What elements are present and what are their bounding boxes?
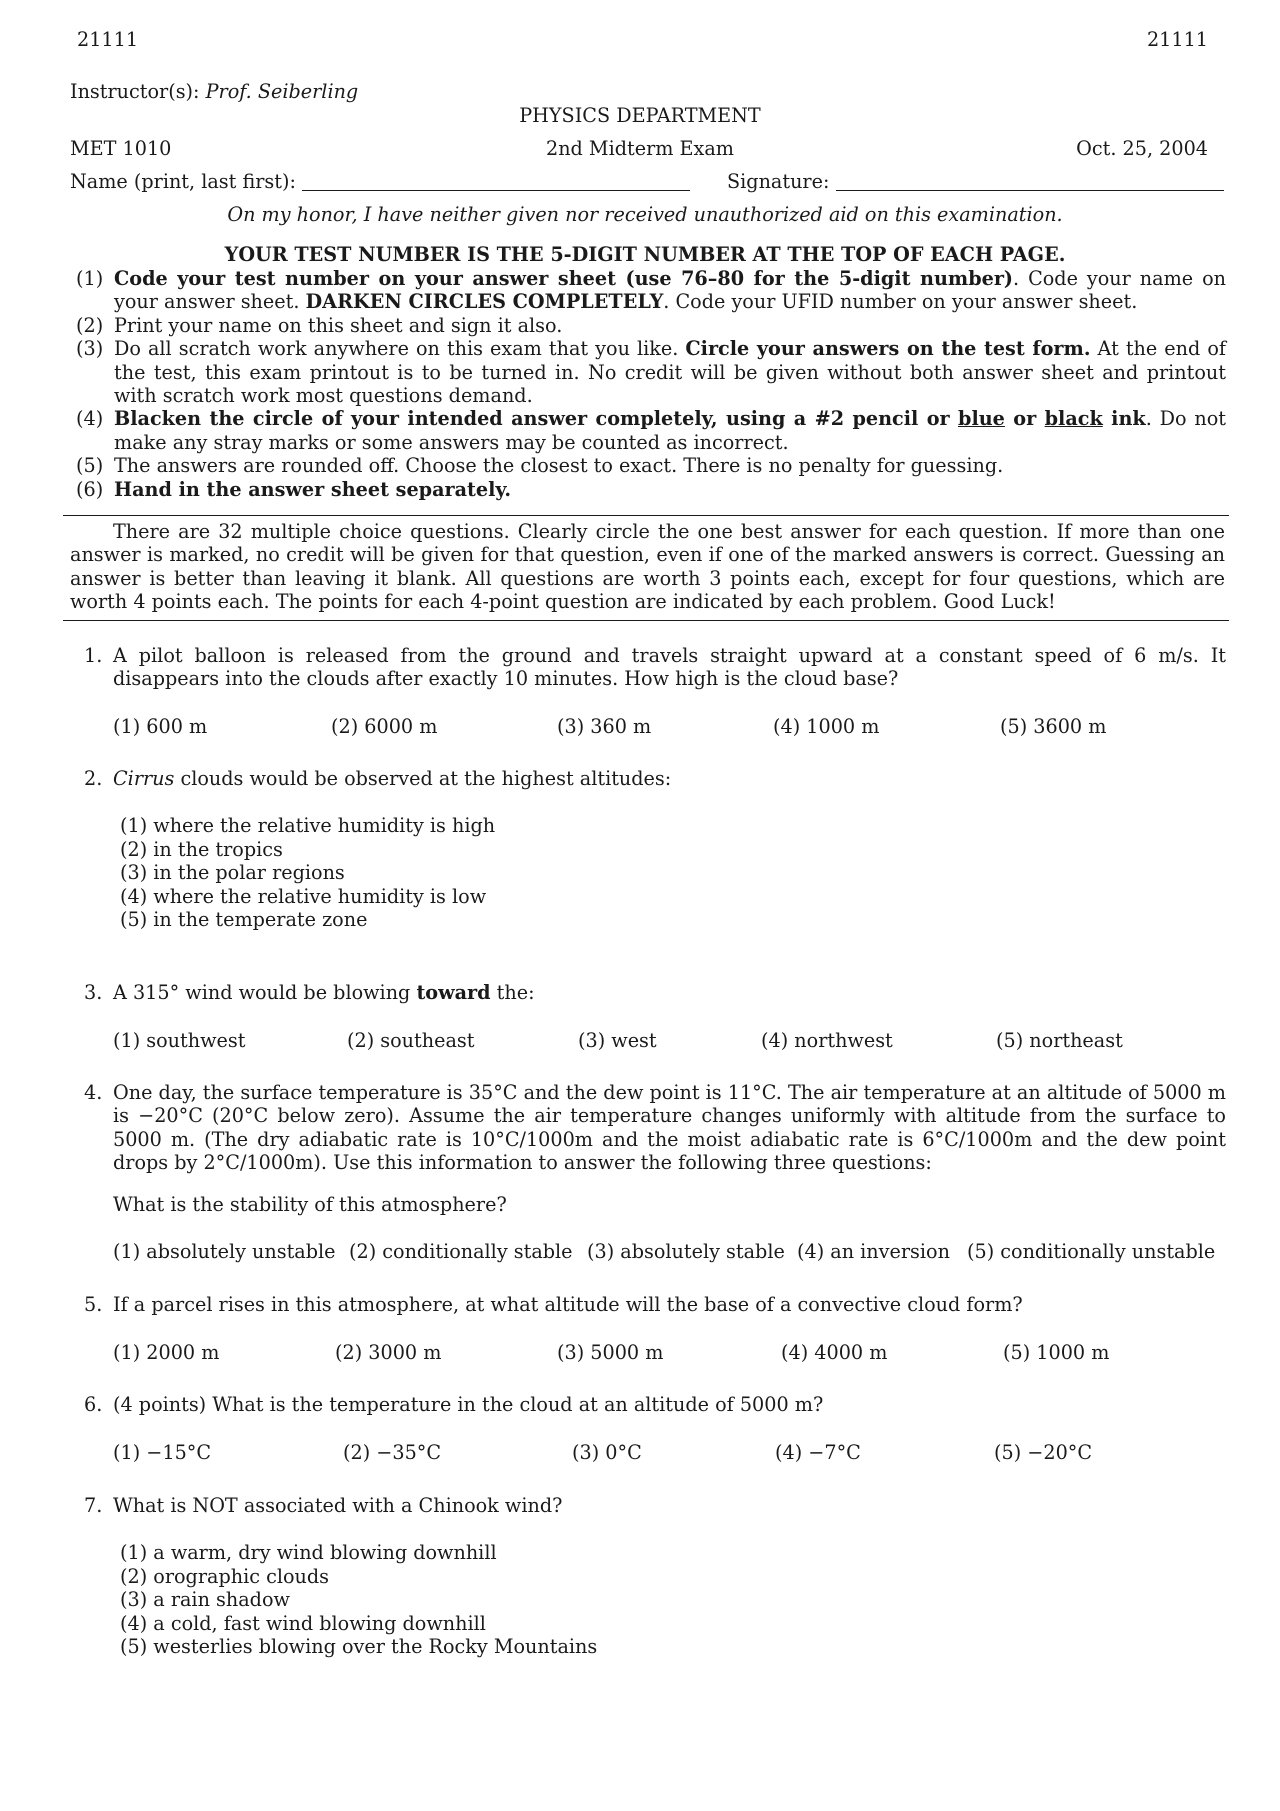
answer-option[interactable]: (1) a warm, dry wind blowing downhill [120, 1541, 497, 1564]
question-number: 1. [84, 644, 103, 667]
question-1 [84, 644, 1226, 691]
answer-option[interactable]: (2) orographic clouds [120, 1564, 329, 1588]
question-text: A 315° wind would be blowing toward the: [113, 981, 535, 1004]
question-number: 2. [84, 767, 103, 790]
question-4 [84, 1081, 1226, 1175]
answer-option[interactable]: (4) a cold, fast wind blowing downhill [120, 1611, 486, 1635]
answer-option[interactable]: (2) 6000 m [331, 715, 438, 738]
exam-title: 2nd Midterm Exam [545, 137, 734, 160]
answer-option[interactable]: (5) 1000 m [1003, 1341, 1110, 1364]
instruction-item: (5) The answers are rounded off. Choose the closest to exact. There is no penalty for guessing. [76, 454, 1004, 478]
question-text: If a parcel rises in this atmosphere, at what altitude will the base of a convective cloud form? [113, 1293, 1023, 1316]
question-3 [84, 981, 1226, 1004]
answer-option[interactable]: (3) 360 m [557, 715, 652, 738]
test-number-notice: YOUR TEST NUMBER IS THE 5-DIGIT NUMBER AT THE TOP OF EACH PAGE. [224, 243, 1066, 266]
answer-option[interactable]: (3) a rain shadow [120, 1588, 290, 1612]
name-label: Name (print, last first): [70, 170, 296, 193]
question-text: Cirrus clouds would be observed at the highest altitudes: [113, 767, 672, 790]
question-6-options [113, 1441, 1223, 1464]
answer-option[interactable]: (3) 0°C [572, 1441, 642, 1464]
signature-field-line[interactable] [836, 190, 1224, 191]
question-number: 4. [84, 1081, 103, 1104]
instructor-label: Instructor(s): [70, 80, 200, 103]
answer-option[interactable]: (4) 1000 m [773, 715, 880, 738]
question-1-options [113, 715, 1223, 738]
instruction-item: (2) Print your name on this sheet and sign it also. [76, 313, 563, 337]
question-number: 6. [84, 1393, 103, 1416]
course-code: MET 1010 [70, 137, 172, 160]
intro-paragraph: There are 32 multiple choice questions. Clearly circle the one best answer for each question. If more than one answer is marked, no credit will be given for that question, even if one of the marked answers is correct. Guessing an answer is better than leaving it blank. All questions are worth 3 points each, except for four questions, which are worth 4 points each. The points for each 4-point question are indicated by each problem. Good Luck! [70, 520, 1225, 614]
answer-option[interactable]: (1) absolutely unstable [113, 1240, 336, 1263]
answer-option[interactable]: (2) 3000 m [335, 1341, 442, 1364]
answer-option[interactable]: (4) an inversion [797, 1240, 950, 1263]
instructions-list [76, 267, 1226, 501]
test-number-left: 21111 [77, 28, 139, 51]
divider-top [63, 515, 1229, 516]
instructor-name: Prof. Seiberling [205, 80, 359, 103]
question-number: 7. [84, 1494, 103, 1517]
question-text: A pilot balloon is released from the ground and travels straight upward at a constant speed of 6 m/s. It disappears into the clouds after exactly 10 minutes. How high is the cloud base? [113, 644, 1226, 691]
answer-option[interactable]: (1) 600 m [113, 715, 208, 738]
answer-option[interactable]: (1) −15°C [113, 1441, 212, 1464]
test-number-right: 21111 [1146, 28, 1208, 51]
answer-option[interactable]: (2) conditionally stable [349, 1240, 573, 1263]
question-7-options [120, 1541, 597, 1659]
honor-statement: On my honor, I have neither given nor received unauthorized aid on this examination. [227, 203, 1063, 226]
answer-option[interactable]: (5) in the temperate zone [120, 908, 368, 932]
question-text: One day, the surface temperature is 35°C and the dew point is 11°C. The air temperature at an altitude of 5000 m is −20°C (20°C below zero). Assume the air temperature changes uniformly with altitude from the surface to 5000 m. (The dry adiabatic rate is 10°C/1000m and the moist adiabatic rate is 6°C/1000m and the dew point drops by 2°C/1000m). Use this information to answer the following three questions: [113, 1081, 1226, 1175]
question-4-options [113, 1240, 1233, 1263]
question-2-options [120, 814, 495, 932]
question-5 [84, 1293, 1226, 1316]
question-2 [84, 767, 1226, 790]
answer-option[interactable]: (5) conditionally unstable [967, 1240, 1216, 1263]
answer-option[interactable]: (5) westerlies blowing over the Rocky Mountains [120, 1635, 598, 1659]
answer-option[interactable]: (2) −35°C [343, 1441, 442, 1464]
question-number: 3. [84, 981, 103, 1004]
question-4-subtext: What is the stability of this atmosphere? [113, 1193, 507, 1216]
answer-option[interactable]: (3) west [578, 1029, 657, 1052]
question-6 [84, 1393, 1226, 1416]
answer-option[interactable]: (3) 5000 m [557, 1341, 664, 1364]
instruction-item: (4) Blacken the circle of your intended answer completely, using a #2 pencil or blue or black ink. Do not make any stray marks or some answers may be counted as incorrect. [76, 407, 1226, 454]
department: PHYSICS DEPARTMENT [519, 104, 761, 127]
answer-option[interactable]: (2) southeast [347, 1029, 475, 1052]
instruction-item: (6) Hand in the answer sheet separately. [76, 477, 512, 501]
answer-option[interactable]: (1) southwest [113, 1029, 246, 1052]
answer-option[interactable]: (4) 4000 m [781, 1341, 888, 1364]
instruction-item: (1) Code your test number on your answer sheet (use 76–80 for the 5-digit number). Code your name on your answer sheet. DARKEN CIRCLES COMPLETELY. Code your UFID number on your answer sheet. [76, 267, 1226, 314]
answer-option[interactable]: (3) absolutely stable [587, 1240, 785, 1263]
answer-option[interactable]: (2) in the tropics [120, 837, 283, 861]
question-text: (4 points) What is the temperature in the cloud at an altitude of 5000 m? [113, 1393, 824, 1416]
answer-option[interactable]: (1) where the relative humidity is high [120, 814, 496, 837]
exam-date: Oct. 25, 2004 [1076, 137, 1208, 160]
question-7 [84, 1494, 1226, 1517]
answer-option[interactable]: (5) −20°C [994, 1441, 1093, 1464]
question-5-options [113, 1341, 1223, 1364]
question-number: 5. [84, 1293, 103, 1316]
instructor-line [70, 80, 358, 103]
answer-option[interactable]: (3) in the polar regions [120, 861, 345, 885]
answer-option[interactable]: (5) 3600 m [1000, 715, 1107, 738]
signature-label: Signature: [727, 170, 830, 193]
answer-option[interactable]: (4) northwest [761, 1029, 893, 1052]
divider-bottom [63, 620, 1229, 621]
name-field-line[interactable] [302, 190, 690, 191]
question-text: What is NOT associated with a Chinook wind? [113, 1494, 563, 1517]
answer-option[interactable]: (4) −7°C [775, 1441, 861, 1464]
answer-option[interactable]: (1) 2000 m [113, 1341, 220, 1364]
question-3-options [113, 1029, 1223, 1052]
answer-option[interactable]: (5) northeast [996, 1029, 1123, 1052]
instruction-item: (3) Do all scratch work anywhere on this exam that you like. Circle your answers on the test form. At the end of the test, this exam printout is to be turned in. No credit will be given without both answer sheet and printout with scratch work most questions demand. [76, 337, 1226, 408]
answer-option[interactable]: (4) where the relative humidity is low [120, 884, 487, 908]
